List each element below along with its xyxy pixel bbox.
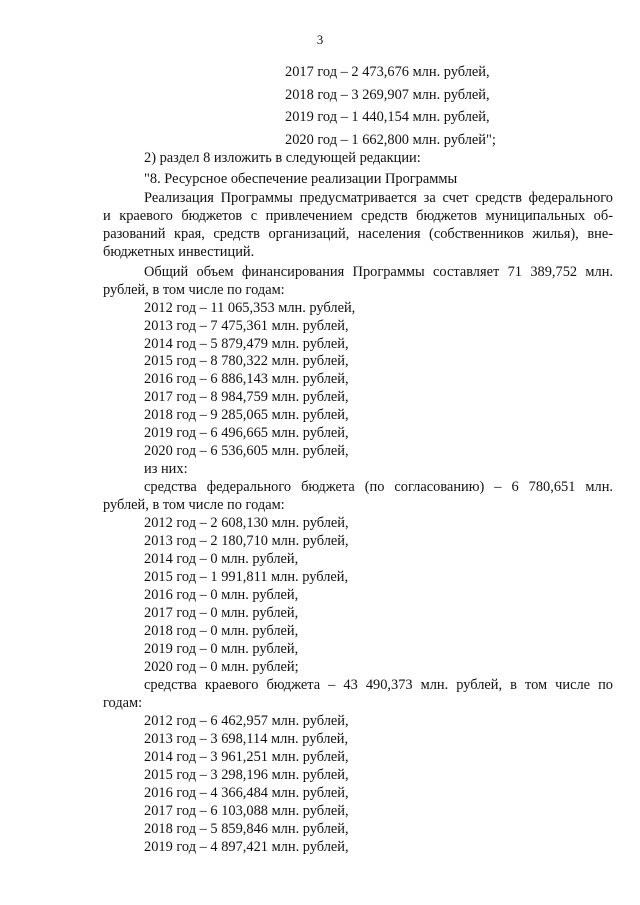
total-year-line: 2019 год – 6 496,665 млн. рублей,: [144, 425, 349, 441]
federal-year-line: 2019 год – 0 млн. рублей,: [144, 641, 299, 657]
paragraph-line: бюджетных инвестиций.: [103, 244, 255, 260]
item-2-text: 2) раздел 8 изложить в следующей редакции:: [144, 150, 421, 166]
regional-year-line: 2018 год – 5 859,846 млн. рублей,: [144, 821, 349, 837]
regional-year-line: 2019 год – 4 897,421 млн. рублей,: [144, 839, 349, 855]
federal-year-line: 2017 год – 0 млн. рублей,: [144, 605, 299, 621]
top-list-line: 2020 год – 1 662,800 млн. рублей";: [285, 132, 496, 148]
federal-year-line: 2013 год – 2 180,710 млн. рублей,: [144, 533, 349, 549]
regional-year-line: 2014 год – 3 961,251 млн. рублей,: [144, 749, 349, 765]
federal-year-line: 2012 год – 2 608,130 млн. рублей,: [144, 515, 349, 531]
page-number: 3: [316, 32, 324, 47]
top-list-line: 2019 год – 1 440,154 млн. рублей,: [285, 109, 490, 125]
top-list-line: 2017 год – 2 473,676 млн. рублей,: [285, 64, 490, 80]
regional-year-line: 2017 год – 6 103,088 млн. рублей,: [144, 803, 349, 819]
paragraph-line: разований края, средств организаций, населения (собственников жилья), вне-: [103, 226, 613, 242]
regional-intro-line: годам:: [103, 695, 143, 711]
total-year-line: 2016 год – 6 886,143 млн. рублей,: [144, 371, 349, 387]
paragraph-line: Реализация Программы предусматривается за счет средств федерального: [144, 190, 613, 206]
regional-year-line: 2013 год – 3 698,114 млн. рублей,: [144, 731, 349, 747]
total-year-line: 2015 год – 8 780,322 млн. рублей,: [144, 353, 349, 369]
federal-year-line: 2016 год – 0 млн. рублей,: [144, 587, 299, 603]
paragraph-line: рублей, в том числе по годам:: [103, 282, 285, 298]
of-them-label: из них:: [144, 461, 188, 477]
federal-year-line: 2020 год – 0 млн. рублей;: [144, 659, 299, 675]
section-title: "8. Ресурсное обеспечение реализации Программы: [144, 171, 458, 187]
total-year-line: 2012 год – 11 065,353 млн. рублей,: [144, 300, 356, 316]
regional-intro-line: средства краевого бюджета – 43 490,373 млн. рублей, в том числе по: [144, 677, 613, 693]
paragraph-line: и краевого бюджетов с привлечением средств бюджетов муниципальных об-: [103, 208, 613, 224]
regional-year-line: 2016 год – 4 366,484 млн. рублей,: [144, 785, 349, 801]
total-year-line: 2017 год – 8 984,759 млн. рублей,: [144, 389, 349, 405]
federal-year-line: 2014 год – 0 млн. рублей,: [144, 551, 299, 567]
regional-year-line: 2012 год – 6 462,957 млн. рублей,: [144, 713, 349, 729]
federal-year-line: 2018 год – 0 млн. рублей,: [144, 623, 299, 639]
total-year-line: 2014 год – 5 879,479 млн. рублей,: [144, 336, 349, 352]
total-year-line: 2018 год – 9 285,065 млн. рублей,: [144, 407, 349, 423]
federal-intro-line: рублей, в том числе по годам:: [103, 497, 285, 513]
top-list-line: 2018 год – 3 269,907 млн. рублей,: [285, 87, 490, 103]
regional-year-line: 2015 год – 3 298,196 млн. рублей,: [144, 767, 349, 783]
paragraph-line: Общий объем финансирования Программы составляет 71 389,752 млн.: [144, 264, 613, 280]
federal-intro-line: средства федерального бюджета (по согласованию) – 6 780,651 млн.: [144, 479, 613, 495]
total-year-line: 2020 год – 6 536,605 млн. рублей,: [144, 443, 349, 459]
total-year-line: 2013 год – 7 475,361 млн. рублей,: [144, 318, 349, 334]
federal-year-line: 2015 год – 1 991,811 млн. рублей,: [144, 569, 349, 585]
